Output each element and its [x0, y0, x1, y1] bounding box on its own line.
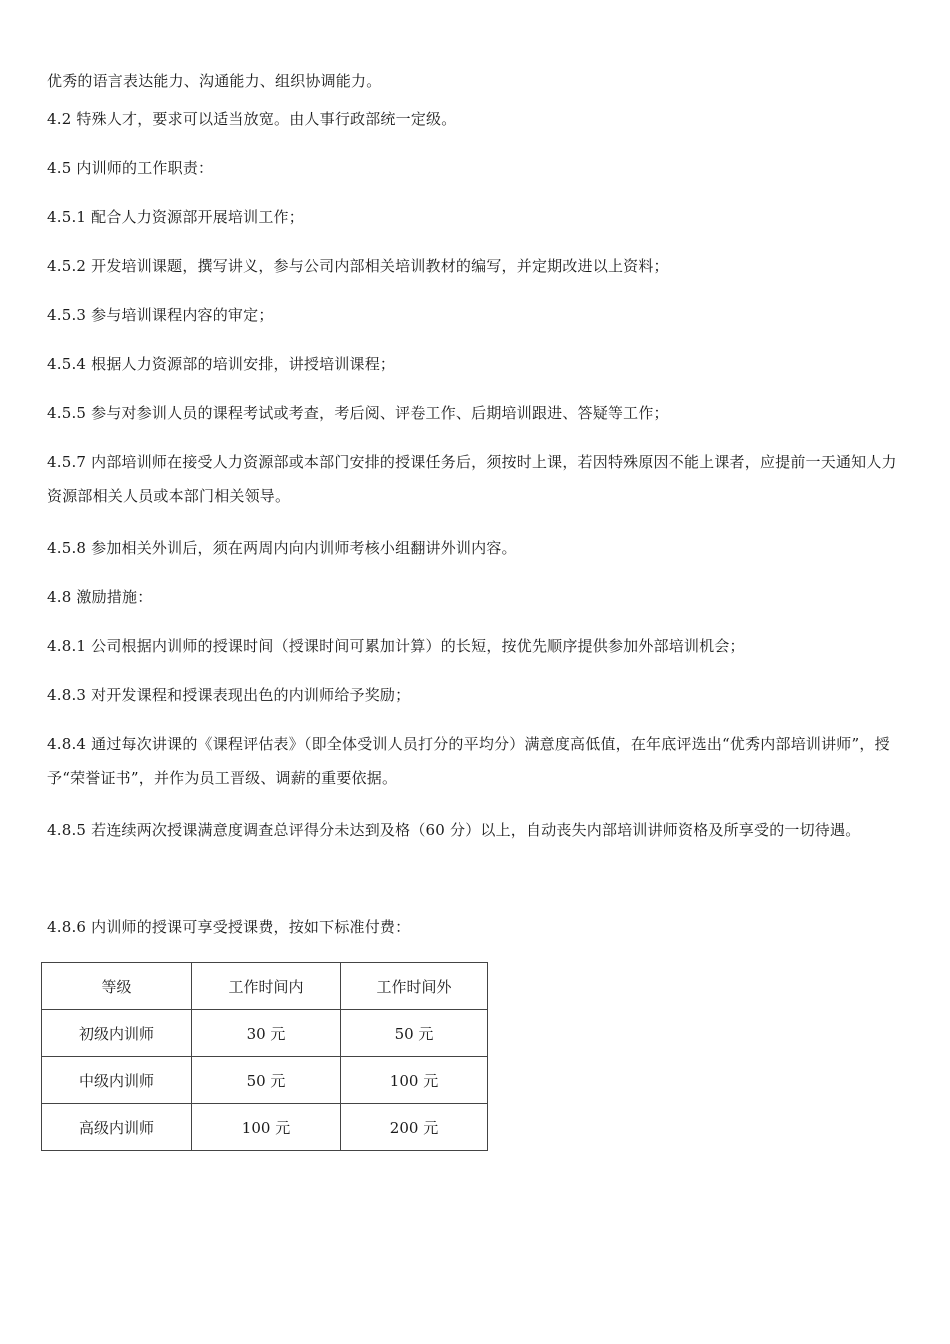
table-cell-working-hours-fee: 30 元 [192, 1010, 341, 1057]
table-cell-working-hours-fee: 50 元 [192, 1057, 341, 1104]
paragraph-4-5-2: 4.5.2 开发培训课题，撰写讲义，参与公司内部相关培训教材的编写，并定期改进以上资料； [47, 257, 669, 275]
table-cell-level: 中级内训师 [42, 1057, 192, 1104]
table-row [42, 1010, 488, 1057]
table-row [42, 1057, 488, 1104]
header-cell-working-hours: 工作时间内 [192, 963, 341, 1010]
table-row [42, 1104, 488, 1151]
table-cell-after-hours-fee: 50 元 [341, 1010, 488, 1057]
paragraph-4-8-4: 4.8.4 通过每次讲课的《课程评估表》（即全体受训人员打分的平均分）满意度高低值，在年底评选出“优秀内部培训讲师”，授予“荣誉证书”，并作为员工晋级、调薪的重要依据。 [47, 735, 890, 787]
paragraph-4-5-7: 4.5.7 内部培训师在接受人力资源部或本部门安排的授课任务后，须按时上课，若因特殊原因不能上课者，应提前一天通知人力资源部相关人员或本部门相关领导。 [47, 453, 897, 505]
header-cell-after-hours: 工作时间外 [341, 963, 488, 1010]
paragraph-4-5-5: 4.5.5 参与对参训人员的课程考试或考查，考后阅、评卷工作、后期培训跟进、答疑等工作； [47, 404, 669, 422]
paragraph-4-5-4: 4.5.4 根据人力资源部的培训安排，讲授培训课程； [47, 355, 396, 373]
paragraph-4-8-6: 4.8.6 内训师的授课可享受授课费，按如下标准付费： [47, 918, 411, 936]
table-cell-level: 高级内训师 [42, 1104, 192, 1151]
table-cell-after-hours-fee: 200 元 [341, 1104, 488, 1151]
section-heading-4-5: 4.5 内训师的工作职责： [47, 159, 214, 177]
table-cell-level: 初级内训师 [42, 1010, 192, 1057]
training-fee-table [41, 962, 488, 1151]
table-cell-working-hours-fee: 100 元 [192, 1104, 341, 1151]
paragraph-4-5-3: 4.5.3 参与培训课程内容的审定； [47, 306, 274, 324]
paragraph-4-8-3: 4.8.3 对开发课程和授课表现出色的内训师给予奖励； [47, 686, 411, 704]
header-cell-level: 等级 [42, 963, 192, 1010]
paragraph-4-8-5: 4.8.5 若连续两次授课满意度调查总评得分未达到及格（60 分）以上，自动丧失内部培训讲师资格及所享受的一切待遇。 [47, 821, 861, 839]
section-heading-4-8: 4.8 激励措施： [47, 588, 153, 606]
paragraph-4-5-8: 4.5.8 参加相关外训后，须在两周内向内训师考核小组翻讲外训内容。 [47, 539, 517, 557]
paragraph-4-2: 4.2 特殊人才，要求可以适当放宽。由人事行政部统一定级。 [47, 110, 457, 128]
paragraph-4-5-1: 4.5.1 配合人力资源部开展培训工作； [47, 208, 304, 226]
paragraph-qualification-continued: 优秀的语言表达能力、沟通能力、组织协调能力。 [47, 72, 382, 90]
paragraph-4-8-1: 4.8.1 公司根据内训师的授课时间（授课时间可累加计算）的长短，按优先顺序提供参加外部培训机会； [47, 637, 745, 655]
table-header-row [42, 963, 488, 1010]
table-cell-after-hours-fee: 100 元 [341, 1057, 488, 1104]
